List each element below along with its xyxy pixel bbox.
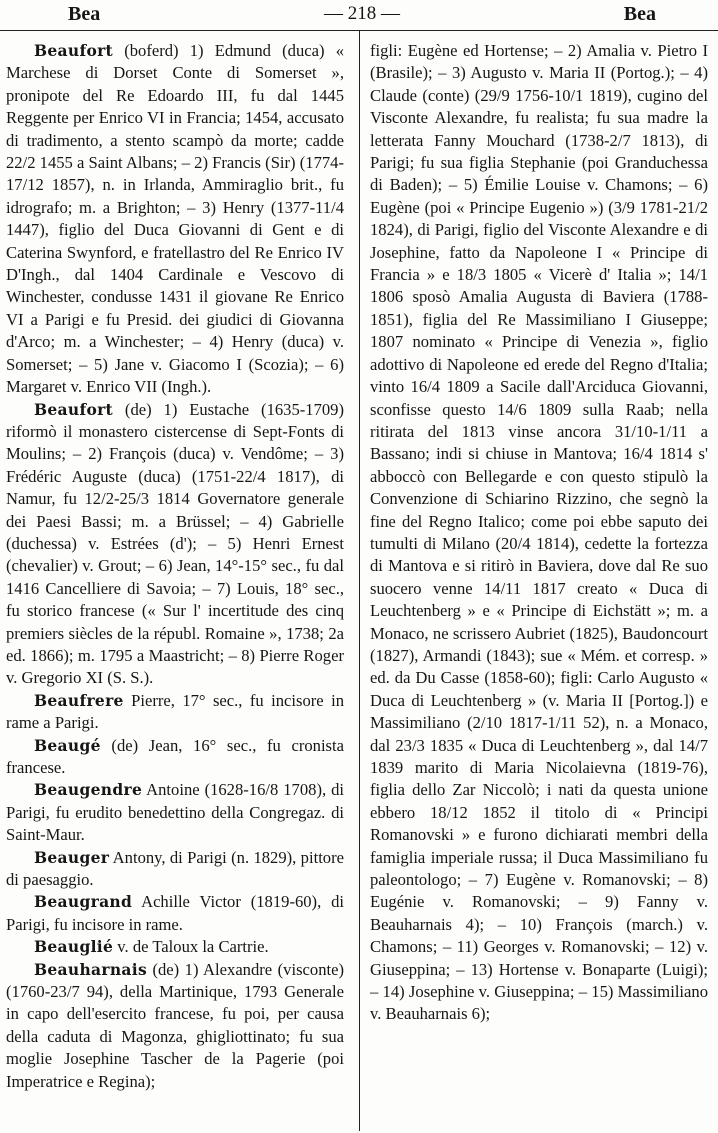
entry-text: Antony, di Parigi (n. 1829), pittore di paesaggio. (6, 847, 344, 890)
header-right-word: Bea (623, 2, 656, 25)
header-left-word: Bea (68, 2, 101, 25)
entry-text: Pierre, 17° sec., fu incisore in rame a Parigi. (6, 690, 344, 733)
entry-headword: Beauglié (34, 937, 114, 957)
dictionary-entry (6, 690, 344, 735)
entry-text: (de) 1) Eustache (1635-1709) riformò il monastero cistercense di Sept-Fonts di Moulins; – 2) François (duca) v. Vendôme; – 3) Frédéric Auguste (duca) (1751-22/4 1817), di Namur, fu 12/2-25/3 1814 Governatore generale dei Paesi Bassi; m. a Brüssel; – 4) Gabrielle (duchessa) v. Estrées (d'); – 5) Henri Ernest (chevalier) v. Grout; – 6) Jean, 14°-15° sec., fu dal 1416 Cancelliere di Savoia; – 7) Louis, 18° sec., fu storico francese (« Sur l' incertitude des cinq premiers siècles de la républ. Romaine », 1738; 2a ed. 1866); m. 1795 a Maastricht; – 8) Pierre Roger v. Gregorio XI (S. S.). (6, 399, 344, 688)
dictionary-entry (6, 847, 344, 892)
entry-headword: Beauger (34, 847, 110, 867)
left-column (6, 40, 344, 1093)
entry-headword: Beaugendre (34, 780, 143, 800)
dictionary-entry (6, 891, 344, 936)
entry-headword: Beaugé (34, 735, 101, 755)
entry-text: (de) 1) Alexandre (visconte) (1760-23/7 94), della Martinique, 1793 Generale in capo dell'esercito francese, fu poi, per causa della caduta di Magonza, ghigliottinato; fu sua moglie Josephine Tascher de la Pagerie (poi Imperatrice e Regina); (6, 959, 344, 1091)
entry-headword: Beaufort (34, 399, 114, 419)
entry-text: Achille Victor (1819-60), di Parigi, fu incisore in rame. (6, 892, 344, 934)
entry-headword: Beaugrand (34, 892, 133, 912)
entry-headword: Beaufort (34, 41, 114, 60)
dictionary-entry (6, 936, 344, 958)
entry-text: (de) Jean, 16° sec., fu cronista francese. (6, 735, 344, 777)
entry-text: (boferd) 1) Edmund (duca) « Marchese di Dorset Conte di Somerset », pronipote del Re Edoardo III, fu dal 1445 Reggente per Enrico VI in Francia; 1454, accusato di tradimento, a stento scampò da morte; cadde 22/2 1455 a Saint Albans; – 2) Francis (Sir) (1774-17/12 1857), n. in Irlanda, Ammiraglio brit., fu idrografo; m. a Brighton; – 3) Henry (1377-11/4 1447), figlio del Duca Giovanni di Gent e di Caterina Swynford, e fratellastro del Re Enrico IV D'Ingh., dal 1404 Cardinale e Vescovo di Winchester, condusse 1431 il giovane Re Enrico VI a Parigi e fu Presid. dei giudici di Giovanna d'Arco; m. a Winchester; – 4) Henry (duca) v. Somerset; – 5) Jane v. Giacomo I (Scozia); – 6) Margaret v. Enrico VII (Ingh.). (6, 41, 344, 397)
entry-headword: Beaufrere (34, 690, 124, 710)
dictionary-entry (370, 40, 708, 1026)
entry-text: figli: Eugène ed Hortense; – 2) Amalia v. Pietro I (Brasile); – 3) Augusto v. Maria II (Portog.); – 4) Claude (conte) (29/9 1756-10/1 1819), cugino del Visconte Alexandre, fu realista; fu sua madre la letterata Fanny Mouchard (1738-2/7 1813), di Parigi; fu sua figlia Stephanie (poi Granduchessa di Baden); – 5) Émilie Louise v. Chamons; – 6) Eugène (poi « Principe Eugenio ») (3/9 1781-21/2 1824), di Parigi, figlio del Visconte Alexandre e di Josephine, fatto da Napoleone I « Principe di Francia » e 18/3 1805 « Vicerè d' Italia »; 14/1 1806 sposò Amalia Augusta di Baviera (1788-1851), figlia del Re Massimiliano I Giuseppe; 1807 nominato « Principe di Venezia », figlio adottivo di Napoleone ed erede del Regno d'Italia; vinto 16/4 1809 a Sacile dall'Arciduca Giovanni, sconfisse questo 14/6 1809 sulla Raab; nella ritirata del 1813 vinse ancora 31/10-1/11 a Bassano; indi si chiuse in Mantova; 16/4 1814 s' abboccò con Bellegarde e con questo stipulò la Convenzione di Schiarino Rizzino, che segnò la fine del Regno Italico; come poi ebbe saputo dei tumulti di Milano (20/4 1814), cedette la fortezza di Mantova e si ritirò in Baviera, dove dal Re suo suocero venne 14/11 1817 creato « Duca di Leuchtenberg » e « Principe di Eichstätt »; m. a Monaco, ne scrissero Aubriet (1825), Baudoncourt (1827), Armandi (1843); sue « Mém. et corresp. » ed. da Du Casse (1858-60); figli: Carlo Augusto « Duca di Leuchtenberg » (v. Maria II [Portog.]) e Massimiliano (2/10 1817-1/11 52), n. a Monaco, dal 23/3 1835 « Duca di Leuchtenberg », dal 14/7 1839 marito di Maria Nicolaievna (1819-76), figlia dello Zar Niccolò; i nati da questa unione ebbero 18/12 1852 il titolo di « Principi Romanovski » e furono dichiarati membri della famiglia imperiale russa; il Duca Massimiliano fu paleontologo; – 7) Eugène v. Romanovski; – 8) Eugénie v. Romanovski; – 9) Fanny v. Beauharnais 4); – 10) François (march.) v. Chamons; – 11) Georges v. Romanovski; – 12) v. Giuseppina; – 13) Hortense v. Bonaparte (Luigi); – 14) Josephine v. Giuseppina; – 15) Massimiliano v. Beauharnais 6); (370, 41, 708, 1024)
dictionary-entry (6, 959, 344, 1093)
page-number: — 218 — (324, 3, 400, 24)
dictionary-entry (6, 399, 344, 690)
running-header (0, 0, 718, 28)
dictionary-entry (6, 779, 344, 846)
right-column (370, 40, 708, 1026)
dictionary-entry (6, 735, 344, 780)
dictionary-entry (6, 40, 344, 399)
column-divider (359, 31, 360, 1131)
entry-text: v. de Taloux la Cartrie. (113, 937, 269, 957)
entry-text: Antoine (1628-16/8 1708), di Parigi, fu erudito benedettino della Congregaz. di Saint-Maur. (6, 780, 344, 845)
entry-headword: Beauharnais (34, 959, 147, 979)
